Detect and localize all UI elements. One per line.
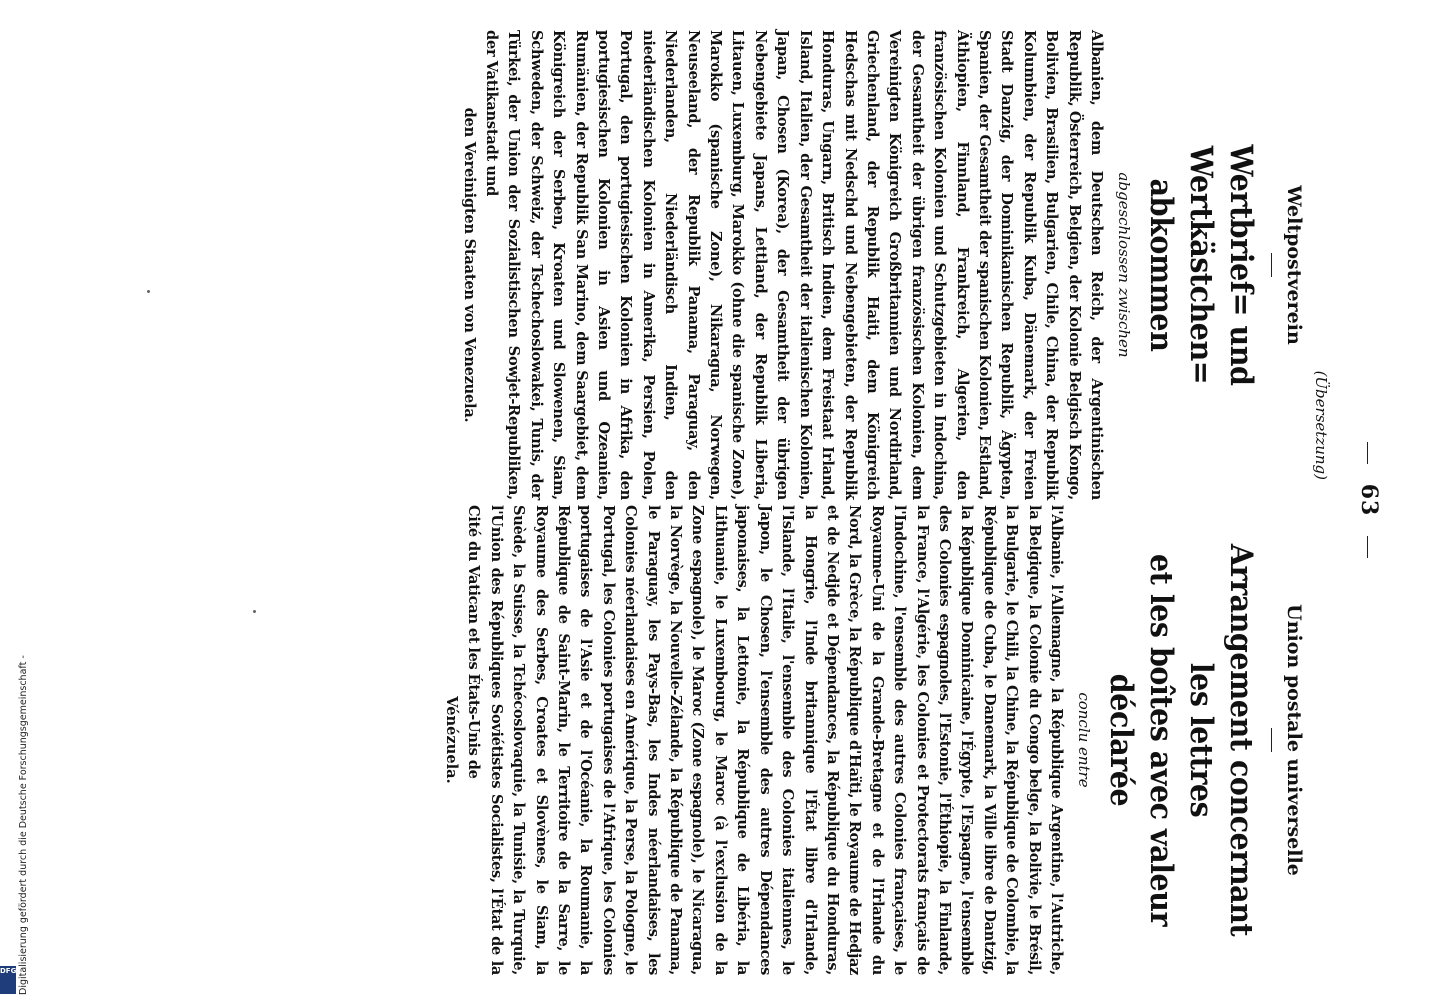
german-translation-note: (Übersetzung): [1312, 370, 1330, 480]
german-header: Weltpostverein: [1283, 185, 1305, 345]
german-header-rule: [1271, 253, 1272, 277]
french-body: l'Albanie, l'Allemagne, la République Argentine, l'Autriche, la Belgique, la Colonie du Congo belge, la Bolivie, le Brésil, la Bulgarie, le Chili, la Chine, la République de Colombie, la République de Cuba, le Danemark, la Ville libre de Dantzig, la République Dominicaine, l'Égypte, l'Espagne, l'ensemble des Colonies espagnoles, l'Estonie, l'Éthiopie, la Finlande, la France, l'Algérie, les Colonies et Protectorats français de l'Indochine, l'ensemble des autres Colonies françaises, le Royaume-Uni de la Grande-Bretagne et de l'Irlande du Nord, la Grèce, la République d'Haïti, le Royaume de Hedjaz et de Nedjde et Dépendances, la République du Honduras, la Hongrie, l'Inde britannique l'État libre d'Irlande, l'Islande, l'Italie, l'ensemble des Colonies italiennes, le Japon, le Chosen, l'ensemble des autres Dépendances japonaises, la Lettonie, la République de Libéria, la Lithuanie, le Luxembourg, le Maroc (à l'exclusion de la Zone espagnole), le Maroc (Zone espagnole), le Nicaragua, la Norvège, la Nouvelle-Zélande, la République de Panama, le Paraguay, les Pays-Bas, les Indes néerlandaises, les Colonies néerlandaises en Amérique, la Perse, la Pologne, le Portugal, les Colonies portugaises de l'Afrique, les Colonies portugaises de l'Asie et de l'Océanie, la Roumanie, la République de Saint-Marin, le Territoire de la Sarre, le Royaume des Serbes, Croates et Slovènes, le Siam, la Suède, la Suisse, la Tchécoslovaquie, la Tunisie, la Turquie, l'Union des Républiques Soviétistes Socialistes, l'État de la Cité du Vatican et les États-Unis de: [465, 505, 1065, 975]
digitization-footer: [0, 0, 29, 1000]
german-title-line1: Wertbrief= und Wertkästchen=: [1183, 144, 1259, 386]
digitization-note: Digitalisierung gefördert durch die Deutsche Forschungsgemeinschaft -: [18, 655, 29, 995]
german-column: [457, 30, 1334, 500]
scan-speck: [147, 290, 150, 293]
page-number: 63: [1356, 483, 1382, 517]
german-title-line2: abkommen: [1143, 178, 1179, 352]
french-title-line1: Arrangement concernant les lettres: [1183, 543, 1259, 937]
french-title: [1101, 524, 1261, 956]
dfg-logo-icon: DFG: [0, 966, 16, 994]
german-body: Albanien, dem Deutschen Reich, der Argentinischen Republik, Österreich, Belgien, der Kolonie Belgisch Kongo, Bolivien, Brasilien, Bulgarien, Chile, China, der Republik Kolumbien, der Republik Kuba, Dänemark, der Freien Stadt Danzig, der Dominikanischen Republik, Ägypten, Spanien, der Gesamtheit der spanischen Kolonien, Estland, Äthiopien, Finnland, Frankreich, Algerien, den französischen Kolonien und Schutzgebieten in Indochina, der Gesamtheit der übrigen französischen Kolonien, dem Vereinigten Königreich Großbritannien und Nordirland, Griechenland, der Republik Haiti, dem Königreich Hedschas mit Nedschd und Nebengebieten, der Republik Honduras, Ungarn, Britisch Indien, dem Freistaat Irland, Island, Italien, der Gesamtheit der italienischen Kolonien, Japan, Chosen (Korea), der Gesamtheit der übrigen Nebengebiete Japans, Lettland, der Republik Liberia, Litauen, Luxemburg, Marokko (ohne die spanische Zone), Marokko (spanische Zone), Nikaragua, Norwegen, Neuseeland, der Republik Panama, Paraguay, den Niederlanden, Niederländisch Indien, den niederländischen Kolonien in Amerika, Persien, Polen, Portugal, den portugiesischen Kolonien in Afrika, den portugiesischen Kolonien in Asien und Ozeanien, Rumänien, der Republik San Marino, dem Saargebiet, dem Königreich der Serben, Kroaten und Slowenen, Siam, Schweden, der Schweiz, der Tschechoslowakei, Tunis, der Türkei, der Union der Sozialistischen Sowjet-Republiken, der Vatikanstadt und: [483, 30, 1105, 500]
french-column: [440, 505, 1334, 975]
french-body-end: Vénézuela.: [443, 696, 461, 784]
page-number-dash-right: [1368, 536, 1369, 558]
page-number-line: [1356, 0, 1382, 1000]
german-title: [1141, 49, 1261, 481]
french-header-rule: [1271, 728, 1272, 752]
french-header: Union postale universelle: [1283, 604, 1305, 876]
german-subtitle: abgeschlossen zwischen: [1115, 172, 1133, 358]
german-body-end: den Vereinigten Staaten von Venezuela.: [460, 107, 478, 423]
scan-speck: [253, 610, 256, 613]
french-title-line2: et les boîtes avec valeur déclarée: [1103, 553, 1179, 927]
page-number-dash-left: [1368, 442, 1369, 464]
french-subtitle: conclu entre: [1075, 692, 1093, 788]
